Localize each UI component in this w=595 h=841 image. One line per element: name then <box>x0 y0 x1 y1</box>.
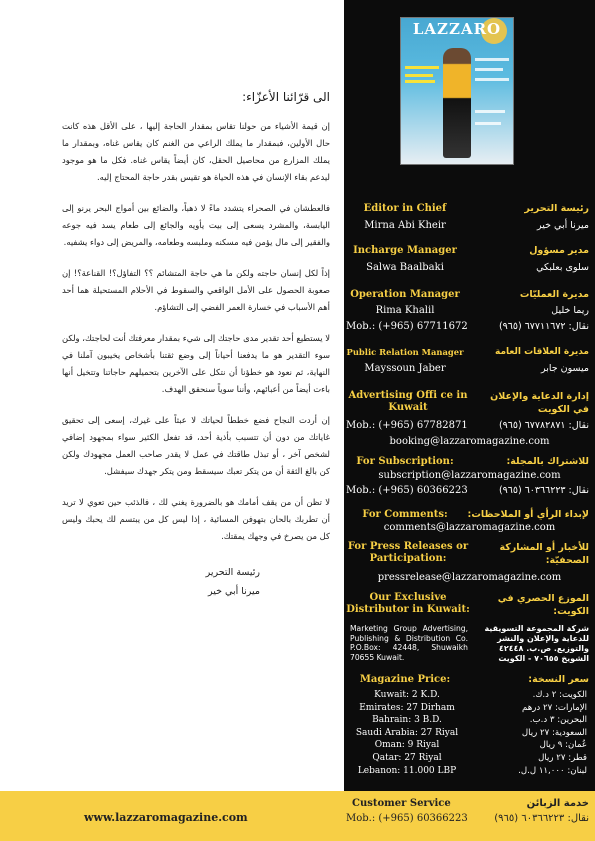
distributor-label-en: Our Exclusive Distributor in Kuwait: <box>346 592 470 615</box>
subscription-email[interactable]: subscription@lazzaromagazine.com <box>378 470 561 481</box>
ops-row <box>346 289 593 303</box>
letter-paragraph: إذاً لكل إنسان حاجته ولكن ما هي حاجة المتشائم ؟؟ التفاؤل؟! القناعة؟! إن صعوبة الحصول على الأمل الواقعي والسقوط في الأحلام المستحيلة هما أحد أهم الأسباب في خسارة العمر الفضي إلى التشاؤم. <box>62 268 330 312</box>
ops-mobile-row <box>346 321 593 335</box>
signature-name: ميرنا أبي خير <box>208 586 260 597</box>
press-label-ar: للأخبار أو المشاركة الصحفيّة: <box>499 542 589 566</box>
cover-headline-bar <box>475 110 505 113</box>
cover-headline-bar <box>475 122 501 125</box>
ops-name-row <box>346 305 593 319</box>
letter-paragraph: لا يستطيع أحد تقدير مدى حاجتك إلى شيء بمقدار معرفتك أنت لحاجتك، ولكن سوء التقدير هو ما يدفعنا أحياناً إلى وضع ثقتنا بأشخاص يخيبون آملنا في النهاية، ثم نعود هو خطؤنا أن نتكل على الآخرين بتحميلهم حاجاتنا وتتخيل أنها باءت أيضاً من أعبائهم، وأننا سوياً سنحقق الهدف. <box>62 333 330 394</box>
editor-row <box>346 203 593 217</box>
distributor-text-ar: شركة المجموعة التسويقية للدعاية والإعلان والنشر والتوزيع. ص.ب. ٤٢٤٤٨ الشويخ ٧٠٦٥٥ - الكويت <box>484 624 589 663</box>
customer-service-label-ar: خدمة الزبائن <box>526 798 589 809</box>
distributor-details <box>346 624 593 670</box>
subscription-label-en: For Subscription: <box>356 456 454 467</box>
cover-headline-bar <box>475 78 509 81</box>
price-item-en: Qatar: 27 Riyal <box>372 752 442 763</box>
advertising-block <box>346 390 593 418</box>
comments-email[interactable]: comments@lazzaromagazine.com <box>383 522 556 533</box>
cover-headline-bar <box>475 58 509 61</box>
editor-name-en: Mirna Abi Kheir <box>364 220 446 231</box>
subscription-mobile-ar: نقال: ٦٠٣٦٦٢٢٣ (٩٦٥) <box>498 485 589 496</box>
price-label-en: Magazine Price: <box>359 674 451 685</box>
pr-row <box>346 347 593 361</box>
cover-masthead: LAZZARO <box>412 20 502 38</box>
pr-name-ar: ميسون جابر <box>541 363 589 374</box>
incharge-name-en: Salwa Baalbaki <box>366 262 444 273</box>
price-item-en: Lebanon: 11.000 LBP <box>357 765 457 776</box>
price-item-ar: عُمان: ٩ ريال <box>539 740 587 751</box>
price-item-en: Kuwait: 2 K.D. <box>374 690 440 700</box>
press-block <box>346 541 593 571</box>
ops-name-ar: ريما خليل <box>551 305 589 316</box>
price-item-ar: قطر: ٢٧ ريال <box>538 752 587 763</box>
pr-name-row <box>346 363 593 377</box>
price-item-ar: السعودية: ٢٧ ريال <box>521 727 587 738</box>
subscription-label-ar: للاشتراك بالمجلة: <box>506 456 589 467</box>
website-link[interactable]: www.lazzaromagazine.com <box>84 811 248 824</box>
magazine-cover-image <box>400 17 514 165</box>
incharge-name-row <box>346 262 593 276</box>
price-item-en: Saudi Arabia: 27 Riyal <box>355 727 459 738</box>
ops-label-ar: مديرة العمليّات <box>519 289 589 300</box>
price-item-ar: لبنان: ١١,٠٠٠ ل.ل. <box>518 765 587 776</box>
letter-paragraph: إن أردت النجاح فضع خططاً لحياتك لا عبثاً على غيرك، إسعى إلى تحقيق غاياتك من دون أن تتسبب بأذية أحد، قد تفعل الكثير سواء بمجهود إضافي لشخص آخر ، أو تبذل طاقتك في عمل لا يقدر صاحب العمل مجهودك ولكن كن بالغ الثقة أن من يتكر تعبك سيسقط ومن يتكر جهدك سيفشل. <box>62 415 330 476</box>
comments-label-en: For Comments: <box>362 509 448 520</box>
ops-label-en: Operation Manager <box>350 289 460 300</box>
letter-greeting: الى قرّائنا الأعزّاء: <box>242 90 330 104</box>
advertising-label-en: Advertising Offi ce in Kuwait <box>348 390 468 413</box>
comments-row <box>346 509 593 523</box>
price-item-en: Oman: 9 Riyal <box>374 740 440 751</box>
cover-headline-bar <box>405 74 433 77</box>
cover-headline-bar <box>475 68 503 71</box>
editor-label-ar: رئيسة التحرير <box>524 203 589 214</box>
price-item-ar: الكويت: ٢ د.ك. <box>532 690 587 700</box>
ops-name-en: Rima Khalil <box>375 305 435 316</box>
signature-title: رئيسة التحرير <box>205 567 260 578</box>
advertising-label-ar: إدارة الدعاية والإعلان في الكويت <box>490 391 589 415</box>
price-list-en <box>346 689 468 777</box>
distributor-text-en: Marketing Group Advertising, Publishing & Distribution Co. P.O.Box: 42448, Shuwaikh 70655 Kuwait. <box>350 624 468 662</box>
pr-label-ar: مديرة العلاقات العامة <box>495 347 589 357</box>
incharge-row <box>346 245 593 259</box>
adv-mobile-row <box>346 420 593 434</box>
press-label-en: For Press Releases or Participation: <box>347 541 469 564</box>
price-list <box>346 689 593 781</box>
adv-mobile-ar: نقال: ٦٧٧٨٢٨٧١ (٩٦٥) <box>498 420 589 431</box>
subscription-mobile-en: Mob.: (+965) 60366223 <box>346 485 468 496</box>
press-email[interactable]: pressrelease@lazzaromagazine.com <box>377 572 562 583</box>
letter-paragraph: فالعطشان في الصحراء يتشدد ماءً لا ذهباً، والضائع بين أمواج البحر يرنو إلى اليابسة، والمشرد يسعى إلى بيت يأويه والجائع إلى طعام يسد فيه جوعه والفقير إلى مال يؤمن فيه مسكنه وملبسه وطعامه، والمريض إلى دواء يشفيه. <box>62 203 330 247</box>
cover-headline-bar <box>405 66 439 69</box>
editor-name-ar: ميرنا أبي خير <box>537 220 589 231</box>
pr-label-en: Public Relation Manager <box>346 347 464 357</box>
letter-signature <box>62 563 330 601</box>
subscription-mobile-row <box>346 485 593 499</box>
ops-mobile-en: Mob.: (+965) 67711672 <box>346 321 468 332</box>
incharge-label-en: Incharge Manager <box>353 245 457 256</box>
incharge-name-ar: سلوى بعلبكي <box>536 262 589 273</box>
letter-paragraph: لا تظن أن من يقف أمامك هو بالضرورة يغني لك ، فالذئب حين تعوي لا تريد أن تطربك بالحان بتهوفن المسائية ، إذا ليس كل من يبتسم لك يحبك وليس كل من يصرخ في وجهك يمقتك. <box>62 497 330 541</box>
price-item-en: Emirates: 27 Dirham <box>359 702 455 713</box>
footer-bar <box>0 791 595 841</box>
ops-mobile-ar: نقال: ٦٧٧١١٦٧٢ (٩٦٥) <box>498 321 589 332</box>
customer-service-mobile-ar: نقال: ٦٠٣٦٦٢٢٣ (٩٦٥) <box>494 813 589 824</box>
price-label-ar: سعر النسخة: <box>528 674 589 685</box>
subscription-row <box>346 456 593 470</box>
adv-mobile-en: Mob.: (+965) 67782871 <box>346 420 468 431</box>
editor-letter <box>62 90 330 601</box>
editor-label-en: Editor in Chief <box>363 203 447 214</box>
comments-label-ar: لإبداء الرأي أو الملاحظات: <box>467 509 589 520</box>
letter-paragraph: إن قيمة الأشياء من حولنا تقاس بمقدار الحاجة إليها ، على الأقل هذه كانت حال الأولين، فبمقدار ما يملك الراعي من الغنم كان يقاس غناه، وبمقدار ما يملك المزارع من محاصيل الحقل، كان أيضاً يقاس غناه. فكل ما هو موجود ليدعم بقاء الإنسان في هذه الحياة هو تقيس بقدر حاجة المحتاج إليه. <box>62 121 330 182</box>
customer-service-mobile-en: Mob.: (+965) 60366223 <box>346 813 468 824</box>
pr-name-en: Mayssoun Jaber <box>364 363 446 374</box>
cover-headline-bar <box>405 80 435 83</box>
price-row <box>346 674 593 688</box>
distributor-block <box>346 592 593 620</box>
customer-service-label-en: Customer Service <box>352 798 451 809</box>
cover-model-figure <box>443 48 471 158</box>
price-item-en: Bahrain: 3 B.D. <box>372 715 442 726</box>
price-item-ar: البحرين: ٣ د.ب. <box>529 715 587 726</box>
price-item-ar: الإمارات: ٢٧ درهم <box>522 702 587 713</box>
distributor-label-ar: الموزع الحصري في الكويت: <box>497 593 589 617</box>
incharge-label-ar: مدير مسؤول <box>529 245 589 256</box>
editor-name-row <box>346 220 593 234</box>
price-list-ar <box>477 689 587 777</box>
adv-email[interactable]: booking@lazzaromagazine.com <box>389 436 550 447</box>
